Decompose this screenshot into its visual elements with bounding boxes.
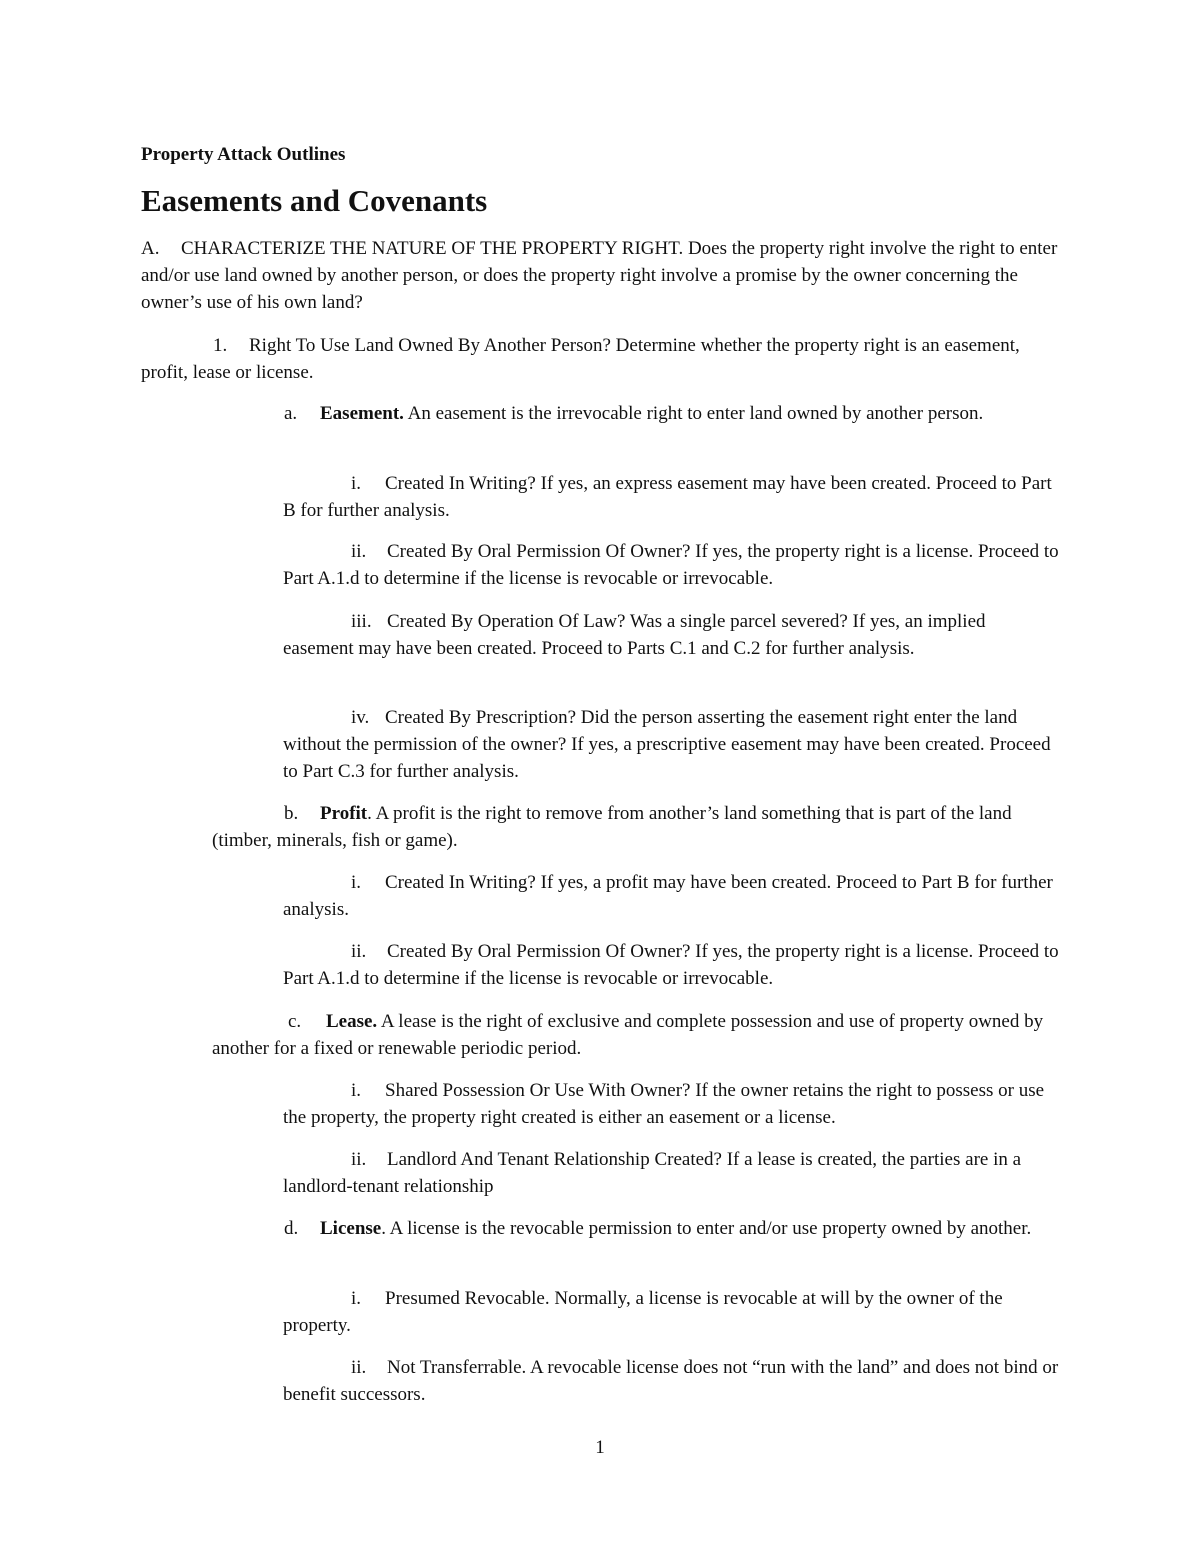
list-item-marker: ii. — [351, 1357, 367, 1378]
list-item-marker: ii. — [351, 541, 367, 562]
list-item-marker: i. — [351, 1288, 362, 1309]
subsection-a-marker: a. — [284, 403, 298, 424]
subsection-b-paragraph — [212, 800, 1060, 854]
list-item — [283, 1077, 1060, 1131]
document-title: Easements and Covenants — [141, 183, 488, 218]
section-a-text: CHARACTERIZE THE NATURE OF THE PROPERTY RIGHT. Does the property right involve the right to enter and/or use land owned by another person, or does the property right involve a promise by the owner concerning the owner’s use of his own land? — [141, 238, 1058, 313]
list-item — [283, 470, 1060, 524]
list-item-marker: i. — [351, 1080, 362, 1101]
subsection-a-text: An easement is the irrevocable right to enter land owned by another person. — [403, 403, 984, 424]
subsection-b-text: . A profit is the right to remove from another’s land something that is part of the land (timber, minerals, fish or game). — [212, 803, 1012, 851]
subsection-c-marker: c. — [288, 1011, 302, 1032]
subsection-d-term: License — [320, 1218, 382, 1239]
list-item — [283, 1354, 1060, 1408]
section-a-marker: A. — [141, 238, 160, 259]
list-item-marker: i. — [351, 872, 362, 893]
subsection-b-term: Profit — [320, 803, 368, 824]
subsection-c-text: A lease is the right of exclusive and complete possession and use of property owned by another for a fixed or renewable periodic period. — [212, 1011, 1044, 1059]
section-a1-text: Right To Use Land Owned By Another Person? Determine whether the property right is an easement, profit, lease or license. — [141, 335, 1020, 383]
list-item-marker: ii. — [351, 1149, 367, 1170]
list-item — [283, 1285, 1060, 1339]
list-item — [283, 538, 1060, 592]
list-item-text: Created By Operation Of Law? Was a single parcel severed? If yes, an implied easement may have been created. Proceed to Parts C.1 and C.2 for further analysis. — [283, 611, 986, 659]
list-item — [283, 938, 1060, 992]
list-item-text: Not Transferrable. A revocable license does not “run with the land” and does not bind or benefit successors. — [283, 1357, 1059, 1405]
list-item-text: Created By Prescription? Did the person asserting the easement right enter the land without the permission of the owner? If yes, a prescriptive easement may have been created. Proceed to Part C.3 for further analysis. — [283, 707, 1051, 782]
list-item — [283, 1146, 1060, 1200]
list-item-text: Created In Writing? If yes, a profit may have been created. Proceed to Part B for further analysis. — [283, 872, 1053, 920]
list-item-text: Created By Oral Permission Of Owner? If yes, the property right is a license. Proceed to Part A.1.d to determine if the license is revocable or irrevocable. — [283, 941, 1059, 989]
list-item-text: Created In Writing? If yes, an express easement may have been created. Proceed to Part B for further analysis. — [283, 473, 1052, 521]
list-item-marker: iv. — [351, 707, 370, 728]
list-item — [283, 608, 1060, 662]
subsection-d-marker: d. — [284, 1218, 299, 1239]
section-a1-marker: 1. — [213, 335, 228, 356]
list-item-marker: iii. — [351, 611, 372, 632]
subsection-d-paragraph — [212, 1215, 1060, 1242]
list-item-marker: ii. — [351, 941, 367, 962]
subsection-d-text: . A license is the revocable permission to enter and/or use property owned by another. — [381, 1218, 1032, 1239]
list-item-marker: i. — [351, 473, 362, 494]
subsection-b-marker: b. — [284, 803, 299, 824]
list-item — [283, 704, 1060, 785]
subsection-a-term: Easement. — [320, 403, 404, 424]
list-item-text: Presumed Revocable. Normally, a license is revocable at will by the owner of the property. — [283, 1288, 1003, 1336]
section-a1-paragraph — [141, 332, 1060, 386]
page-number: 1 — [595, 1437, 605, 1458]
subsection-c-paragraph — [212, 1008, 1060, 1062]
list-item-text: Created By Oral Permission Of Owner? If yes, the property right is a license. Proceed to Part A.1.d to determine if the license is revocable or irrevocable. — [283, 541, 1059, 589]
subsection-c-term: Lease. — [326, 1011, 378, 1032]
section-a-paragraph — [141, 235, 1060, 316]
list-item — [283, 869, 1060, 923]
subsection-a-paragraph — [212, 400, 1060, 427]
list-item-text: Shared Possession Or Use With Owner? If the owner retains the right to possess or use the property, the property right created is either an easement or a license. — [283, 1080, 1045, 1128]
document-label: Property Attack Outlines — [141, 144, 346, 165]
list-item-text: Landlord And Tenant Relationship Created? If a lease is created, the parties are in a landlord-tenant relationship — [283, 1149, 1022, 1197]
